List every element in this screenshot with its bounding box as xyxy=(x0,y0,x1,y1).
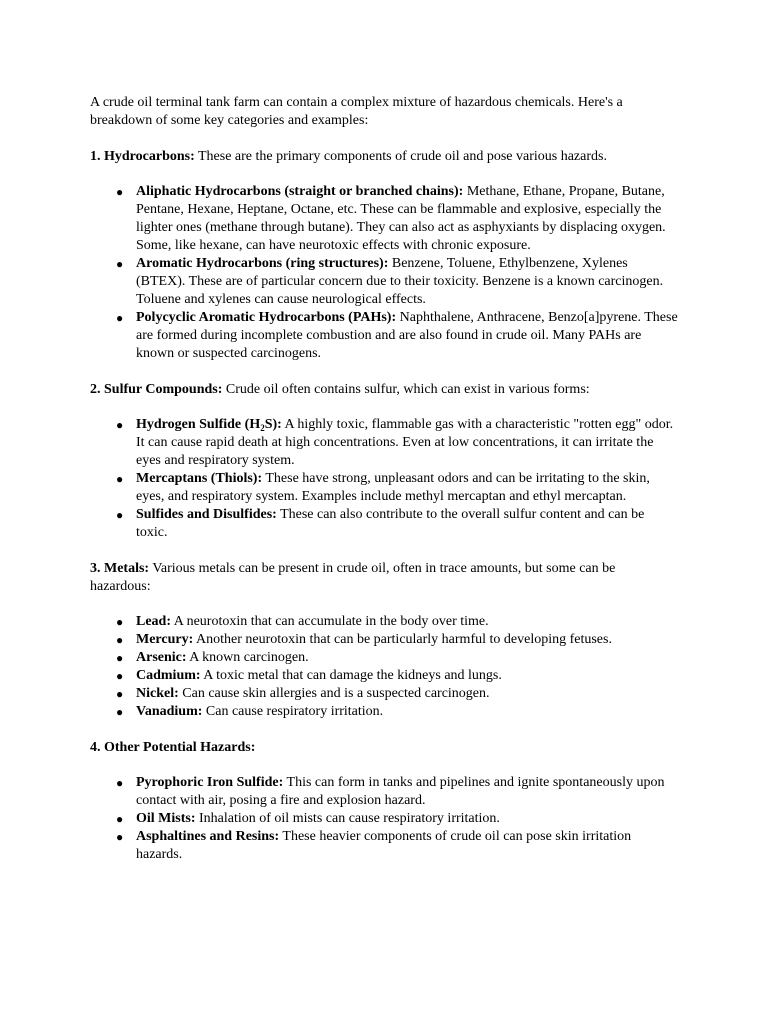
bullet-icon: ● xyxy=(116,185,124,199)
list-item xyxy=(116,828,678,864)
list-item xyxy=(116,703,678,721)
intro-paragraph: A crude oil terminal tank farm can contain a complex mixture of hazardous chemicals. Here's a breakdown of some key categories and examples: xyxy=(90,95,623,128)
item-text: Can cause skin allergies and is a suspected carcinogen. xyxy=(178,686,490,701)
item-term: Vanadium: xyxy=(136,704,203,719)
section-title: 2. Sulfur Compounds: xyxy=(90,382,223,397)
item-term: Nickel: xyxy=(136,686,179,701)
item-text: Another neurotoxin that can be particularly harmful to developing fetuses. xyxy=(193,632,612,647)
section-description: Various metals can be present in crude oil, often in trace amounts, but some can be hazardous: xyxy=(90,561,616,594)
list-item xyxy=(116,667,678,685)
list-item xyxy=(116,506,678,542)
section-title: 3. Metals: xyxy=(90,561,150,576)
section-hydrocarbons-heading xyxy=(90,148,678,166)
section-title: 1. Hydrocarbons: xyxy=(90,149,195,164)
item-text: A known carcinogen. xyxy=(186,650,309,665)
bullet-icon: ● xyxy=(116,669,124,683)
list-item xyxy=(116,613,678,631)
list-item xyxy=(116,416,678,470)
item-term: Asphaltines and Resins: xyxy=(136,829,280,844)
metals-list xyxy=(90,613,678,721)
list-item xyxy=(116,810,678,828)
bullet-icon: ● xyxy=(116,651,124,665)
list-item xyxy=(116,649,678,667)
item-term: Mercury: xyxy=(136,632,194,647)
item-term: Lead: xyxy=(136,614,171,629)
bullet-icon: ● xyxy=(116,311,124,325)
hydrocarbons-list xyxy=(90,183,678,363)
item-term: Oil Mists: xyxy=(136,811,196,826)
item-term: Arsenic: xyxy=(136,650,187,665)
list-item xyxy=(116,774,678,810)
item-term: Pyrophoric Iron Sulfide: xyxy=(136,775,284,790)
other-hazards-list xyxy=(90,774,678,864)
section-description: These are the primary components of crude oil and pose various hazards. xyxy=(194,149,607,164)
item-term: Aromatic Hydrocarbons (ring structures): xyxy=(136,256,389,271)
term-part: S): xyxy=(264,417,282,432)
list-item xyxy=(116,183,678,255)
item-text: Methane, Ethane, Propane, Butane, Pentane, Hexane, Heptane, Octane, etc. These can be flammable and explosive, especially the lighter ones (methane through butane). They can also act as asphyxiants by displacing oxygen. Some, like hexane, can have neurotoxic effects with chronic exposure. xyxy=(136,184,666,253)
list-item xyxy=(116,309,678,363)
bullet-icon: ● xyxy=(116,705,124,719)
list-item xyxy=(116,631,678,649)
bullet-icon: ● xyxy=(116,687,124,701)
bullet-icon: ● xyxy=(116,812,124,826)
bullet-icon: ● xyxy=(116,508,124,522)
item-term: Aliphatic Hydrocarbons (straight or branched chains): xyxy=(136,184,464,199)
subscript: 2 xyxy=(260,423,265,433)
list-item xyxy=(116,470,678,506)
sulfur-list xyxy=(90,416,678,542)
item-text: Naphthalene, Anthracene, Benzo[a]pyrene. These are formed during incomplete combustion and are also found in crude oil. Many PAHs are known or suspected carcinogens. xyxy=(136,310,678,361)
section-title: 4. Other Potential Hazards: xyxy=(90,740,256,755)
list-item xyxy=(116,255,678,309)
item-term: Sulfides and Disulfides: xyxy=(136,507,277,522)
section-metals-heading xyxy=(90,560,678,596)
bullet-icon: ● xyxy=(116,472,124,486)
bullet-icon: ● xyxy=(116,633,124,647)
item-text: These have strong, unpleasant odors and can be irritating to the skin, eyes, and respiratory system. Examples include methyl mercaptan and ethyl mercaptan. xyxy=(136,471,650,504)
section-description: Crude oil often contains sulfur, which can exist in various forms: xyxy=(222,382,590,397)
item-text: These heavier components of crude oil can pose skin irritation hazards. xyxy=(136,829,632,862)
bullet-icon: ● xyxy=(116,830,124,844)
bullet-icon: ● xyxy=(116,776,124,790)
item-term: Cadmium: xyxy=(136,668,201,683)
list-item xyxy=(116,685,678,703)
bullet-icon: ● xyxy=(116,257,124,271)
item-text: Benzene, Toluene, Ethylbenzene, Xylenes (BTEX). These are of particular concern due to their toxicity. Benzene is a known carcinogen. Toluene and xylenes can cause neurological effects. xyxy=(136,256,664,307)
item-term: Mercaptans (Thiols): xyxy=(136,471,263,486)
term-part: Hydrogen Sulfide (H xyxy=(136,417,261,432)
item-text: Can cause respiratory irritation. xyxy=(202,704,384,719)
item-term xyxy=(136,417,282,432)
item-text: This can form in tanks and pipelines and ignite spontaneously upon contact with air, posing a fire and explosion hazard. xyxy=(136,775,665,808)
item-text: Inhalation of oil mists can cause respiratory irritation. xyxy=(195,811,500,826)
section-sulfur-heading xyxy=(90,381,678,399)
bullet-icon: ● xyxy=(116,615,124,629)
item-text: These can also contribute to the overall sulfur content and can be toxic. xyxy=(136,507,645,540)
item-term: Polycyclic Aromatic Hydrocarbons (PAHs): xyxy=(136,310,397,325)
item-text: A highly toxic, flammable gas with a characteristic "rotten egg" odor. It can cause rapid death at high concentrations. Even at low concentrations, it can irritate the eyes and respiratory system. xyxy=(136,417,674,468)
item-text: A neurotoxin that can accumulate in the body over time. xyxy=(171,614,489,629)
section-other-hazards-heading xyxy=(90,739,678,757)
item-text: A toxic metal that can damage the kidneys and lungs. xyxy=(200,668,502,683)
bullet-icon: ● xyxy=(116,418,124,432)
